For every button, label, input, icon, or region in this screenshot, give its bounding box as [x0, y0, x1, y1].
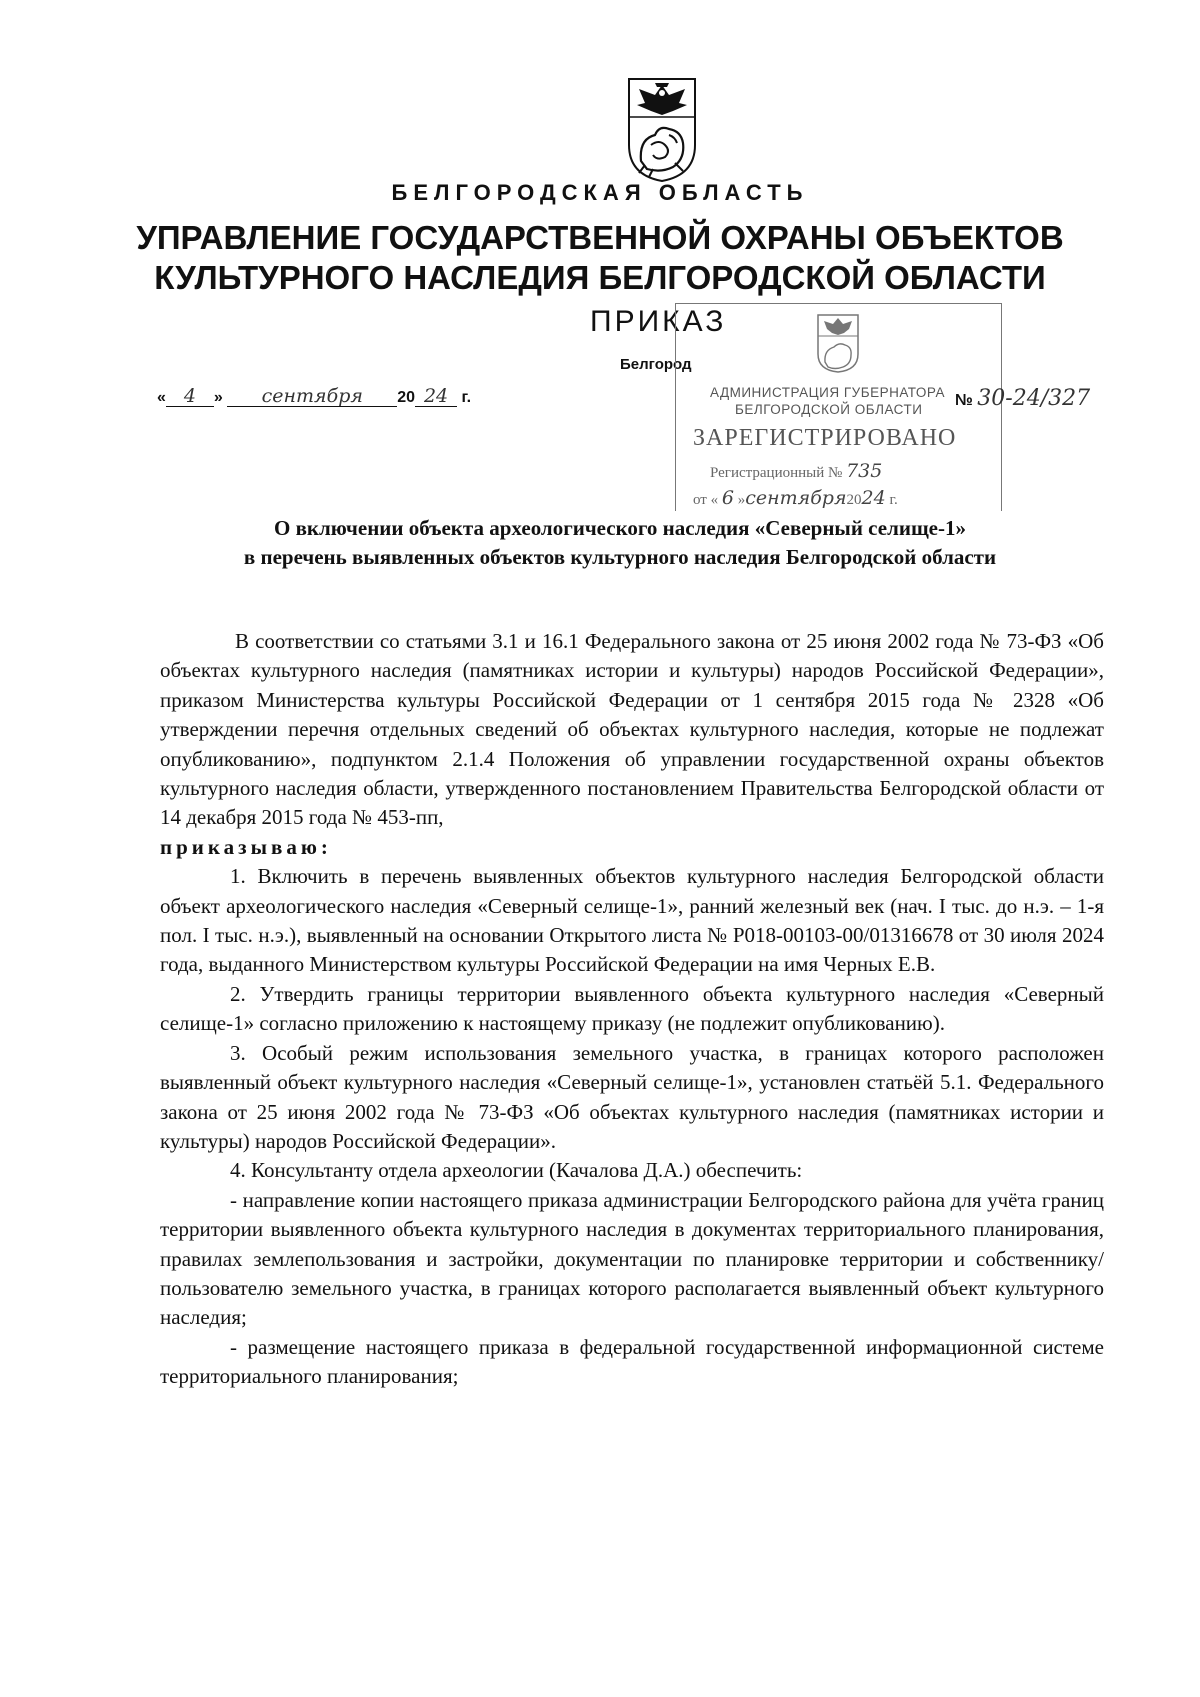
order-title-line-1: О включении объекта археологического наследия «Северный селище-1» — [273, 516, 966, 540]
order-date — [157, 386, 471, 407]
date-year-prefix: 20 — [397, 389, 416, 406]
order-number — [955, 386, 1090, 411]
stamp-line-2: БЕЛГОРОДСКОЙ ОБЛАСТИ — [735, 402, 923, 417]
order-verb: приказываю: — [160, 834, 332, 859]
stamp-year-mark: г. — [889, 492, 898, 508]
stamp-close-quote: » — [737, 492, 746, 508]
stamp-reg-number: 735 — [846, 460, 883, 482]
item-1-paragraph: 1. Включить в перечень выявленных объектов культурного наследия Белгородской области объект археологического наследия «Северный селище-1», ранний железный век (нач. I тыс. до н.э. – 1-я пол. I тыс. н.э.), выявленный на основании Открытого листа № Р018-00103-00/01316678 от 30 июля 2024 года, выданного Министерством культуры Российской Федерации на имя Черных Е.В. — [160, 864, 1104, 977]
item-4a-paragraph: - направление копии настоящего приказа администрации Белгородского района для учёта границ территории выявленного объекта культурного наследия в документах территориального планирования, правилах землепользования и застройки, документации по планировке территории и собственнику/ пользователю земельного участка, в границах которого располагается выявленный объект культурного наследия; — [160, 1187, 1104, 1330]
document-type: ПРИКАЗ — [590, 305, 727, 338]
preamble-text: В соответствии со статьями 3.1 и 16.1 Федерального закона от 25 июня 2002 года № 73-ФЗ «Об объектах культурного наследия (памятниках истории и культуры) народов Российской Федерации», приказом Министерства культуры Российской Федерации от 1 сентября 2015 года № 2328 «Об утверждении перечня отдельных сведений об объектах культурного наследия, которые не подлежат опубликованию», подпунктом 2.1.4 Положения об управлении государственной охраны объектов культурного наследия области, утвержденного постановлением Правительства Белгородской области от 14 декабря 2015 года № 453-пп, — [160, 629, 1104, 830]
stamp-year-suffix: 24 — [861, 487, 886, 509]
item-4-paragraph: 4. Консультанту отдела археологии (Качалова Д.А.) обеспечить: — [230, 1158, 803, 1183]
stamp-day: 6 — [721, 487, 734, 509]
stamp-reg-label: Регистрационный № — [710, 465, 843, 481]
order-body — [160, 627, 1104, 1392]
order-verb-paragraph — [160, 833, 1104, 862]
item-2-paragraph: 2. Утвердить границы территории выявленного объекта культурного наследия «Северный селище-1» согласно приложению к настоящему приказу (не подлежит опубликованию). — [160, 981, 1104, 1036]
agency-line-1: УПРАВЛЕНИЕ ГОСУДАРСТВЕННОЙ ОХРАНЫ ОБЪЕКТОВ — [136, 219, 1064, 256]
stamp-date-line — [693, 487, 898, 509]
coat-of-arms-icon — [625, 75, 699, 183]
stamp-year-prefix: 20 — [846, 492, 862, 508]
region-name: БЕЛГОРОДСКАЯ ОБЛАСТЬ — [391, 180, 809, 205]
agency-name — [0, 218, 1200, 298]
date-open-quote: « — [157, 389, 166, 406]
order-number-value: 30-24/327 — [977, 386, 1091, 411]
item-3-paragraph: 3. Особый режим использования земельного участка, в границах которого расположен выявленный объект культурного наследия «Северный селище-1», установлен статьёй 5.1. Федерального закона от 25 июня 2002 года № 73-ФЗ «Об объектах культурного наследия (памятниках истории и культуры) народов Российской Федерации». — [160, 1040, 1104, 1153]
stamp-from-label: от « — [693, 492, 719, 508]
order-title-line-2: в перечень выявленных объектов культурного наследия Белгородской области — [243, 545, 997, 569]
stamp-registered-text: ЗАРЕГИСТРИРОВАНО — [693, 425, 957, 451]
date-month: сентября — [227, 386, 397, 407]
order-title — [140, 514, 1100, 572]
stamp-line-1: АДМИНИСТРАЦИЯ ГУБЕРНАТОРА — [710, 385, 946, 400]
stamp-coat-of-arms-icon — [815, 312, 861, 374]
preamble-paragraph — [160, 627, 1104, 833]
date-year-suffix: 24 — [415, 386, 457, 407]
agency-line-2: КУЛЬТУРНОГО НАСЛЕДИЯ БЕЛГОРОДСКОЙ ОБЛАСТИ — [154, 259, 1046, 296]
date-day: 4 — [166, 386, 214, 407]
date-close-quote: » — [213, 389, 223, 406]
order-number-label: № — [955, 392, 973, 409]
city-name: Белгород — [620, 356, 692, 373]
stamp-reg-number-line — [710, 460, 882, 482]
date-year-mark: г. — [461, 389, 472, 406]
item-4b-paragraph: - размещение настоящего приказа в федеральной государственной информационной системе территориального планирования; — [160, 1334, 1104, 1389]
stamp-month: сентября — [745, 487, 847, 509]
